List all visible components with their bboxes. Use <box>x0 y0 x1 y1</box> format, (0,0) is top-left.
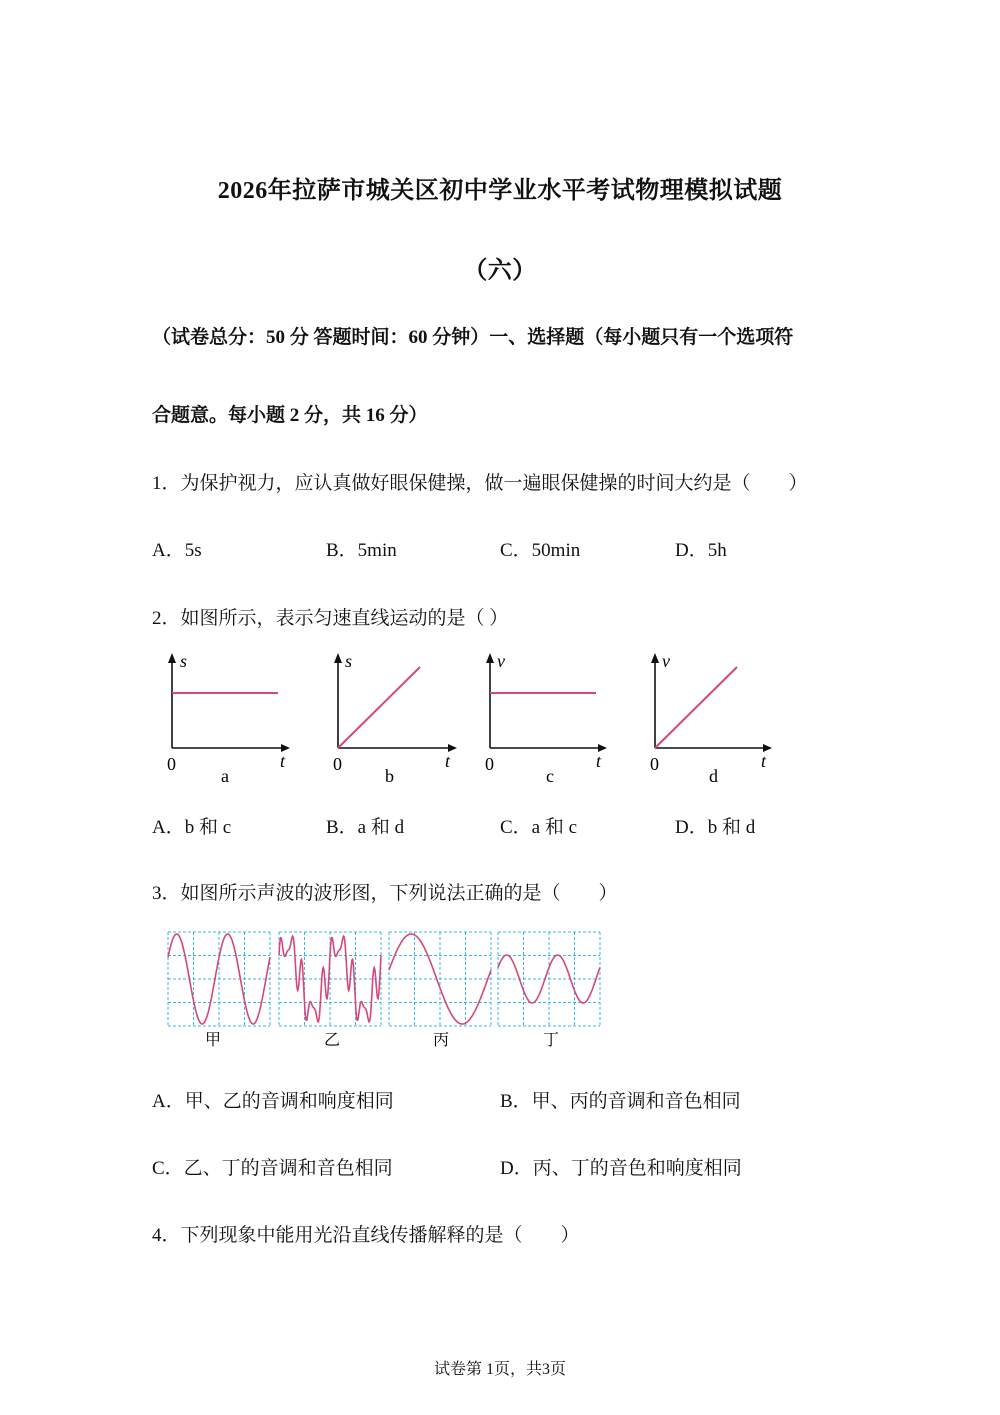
graph-b-y-label: s <box>345 651 353 671</box>
question-2-stem: 2．如图所示，表示匀速直线运动的是（ ） <box>152 608 509 629</box>
graph-a-x-label: t <box>280 751 286 771</box>
q1-option-c: C．50min <box>500 540 581 561</box>
graph-b-label: b <box>385 766 394 786</box>
graph-c-x-label: t <box>596 751 602 771</box>
q2-option-d: D．b 和 d <box>675 817 756 838</box>
wave-label-jia: 甲 <box>204 1032 222 1049</box>
q1-option-d: D．5h <box>675 540 727 561</box>
graph-d-label: d <box>709 766 718 786</box>
intro-line-1: （试卷总分：50 分 答题时间：60 分钟）一、选择题（每小题只有一个选项符 <box>152 327 794 348</box>
q3-option-d: D．丙、丁的音色和响度相同 <box>500 1158 742 1179</box>
graph-b <box>333 651 457 786</box>
q3-option-b: B．甲、丙的音调和音色相同 <box>500 1091 741 1112</box>
page-footer: 试卷第 1页，共3页 <box>433 1361 566 1378</box>
graph-d-origin: 0 <box>650 754 659 774</box>
q2-option-a: A．b 和 c <box>152 817 232 838</box>
wave-grid-bing <box>389 932 491 1026</box>
q3-option-c: C．乙、丁的音调和音色相同 <box>152 1158 393 1179</box>
graph-d <box>650 651 772 786</box>
question-1-stem: 1．为保护视力，应认真做好眼保健操，做一遍眼保健操的时间大约是（ ） <box>152 473 808 494</box>
graph-c-y-label: v <box>497 651 505 671</box>
exam-subtitle: （六） <box>463 258 537 284</box>
graph-b-origin: 0 <box>333 754 342 774</box>
graph-d-x-label: t <box>761 751 767 771</box>
wave-label-bing: 丙 <box>432 1032 450 1049</box>
graph-b-x-label: t <box>445 751 451 771</box>
graph-a-label: a <box>221 766 229 786</box>
sound-wave-figure <box>160 925 610 1055</box>
graph-c-label: c <box>546 766 554 786</box>
question-4-stem: 4．下列现象中能用光沿直线传播解释的是（ ） <box>152 1225 580 1246</box>
q3-option-a: A．甲、乙的音调和响度相同 <box>152 1091 394 1112</box>
exam-title: 2026年拉萨市城关区初中学业水平考试物理模拟试题 <box>217 178 783 204</box>
graph-a-origin: 0 <box>167 754 176 774</box>
q2-option-c: C．a 和 c <box>500 817 578 838</box>
motion-graphs-figure <box>150 645 790 795</box>
question-3-stem: 3．如图所示声波的波形图，下列说法正确的是（ ） <box>152 883 618 904</box>
wave-label-yi: 乙 <box>323 1032 341 1049</box>
wave-grid-ding <box>498 932 600 1026</box>
q1-option-a: A．5s <box>152 540 202 561</box>
graph-a <box>167 651 290 786</box>
graph-a-y-label: s <box>180 651 188 671</box>
q2-option-b: B．a 和 d <box>326 817 405 838</box>
intro-line-2: 合题意。每小题 2 分，共 16 分） <box>152 405 428 426</box>
q1-option-b: B．5min <box>326 540 397 561</box>
wave-label-ding: 丁 <box>542 1032 560 1049</box>
graph-d-y-label: v <box>662 651 670 671</box>
graph-c <box>485 651 607 786</box>
graph-c-origin: 0 <box>485 754 494 774</box>
